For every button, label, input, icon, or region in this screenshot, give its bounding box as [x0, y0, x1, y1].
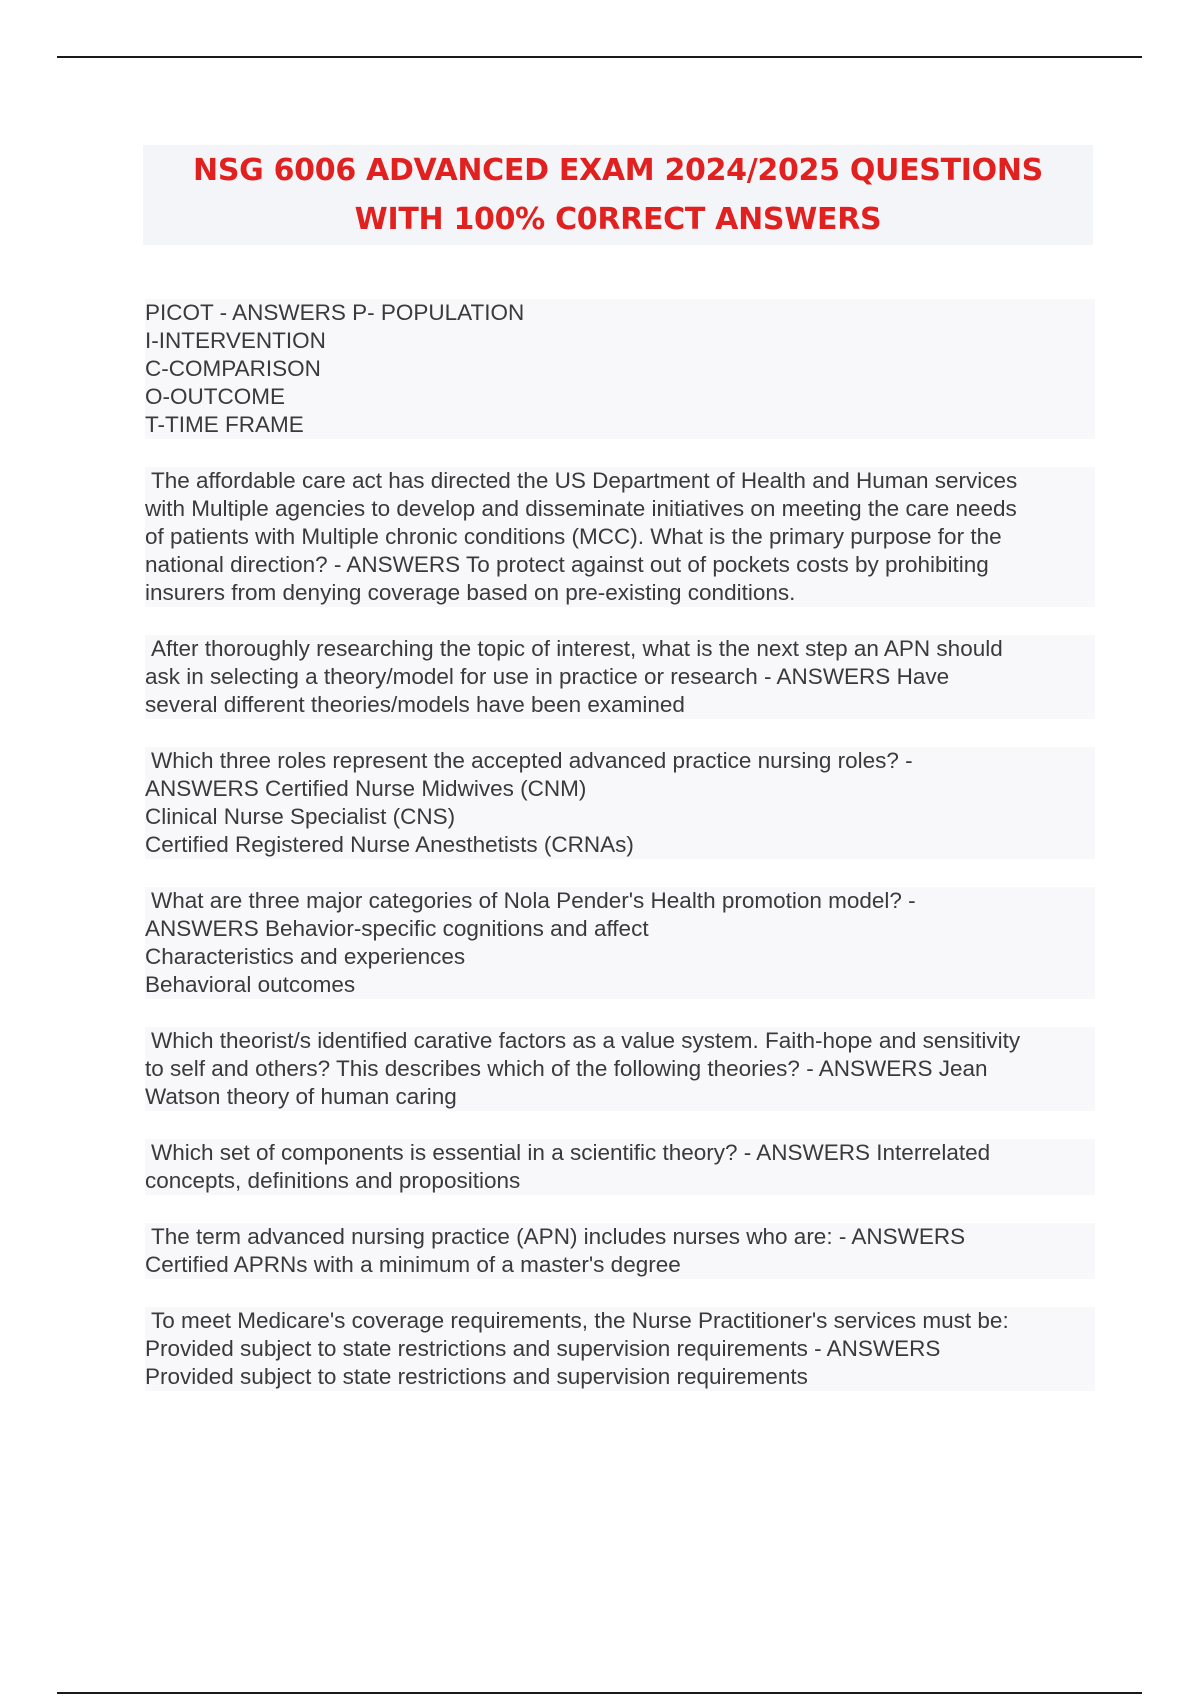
text-line: Provided subject to state restrictions and supervision requirements: [145, 1364, 808, 1389]
text-line: C-COMPARISON: [145, 356, 321, 381]
text-line: After thoroughly researching the topic of interest, what is the next step an APN should: [151, 636, 1003, 661]
qa-item-medicare-coverage: [145, 1307, 1095, 1391]
qa-item-affordable-care-act: [145, 467, 1095, 607]
footer-rule: [57, 1692, 1142, 1694]
qa-item-picot: [145, 299, 1095, 439]
text-line: Provided subject to state restrictions and supervision requirements - ANSWERS: [145, 1336, 941, 1361]
text-line: national direction? - ANSWERS To protect against out of pockets costs by prohibiting: [145, 552, 989, 577]
qa-item-theory-selection: [145, 635, 1095, 719]
text-line: PICOT - ANSWERS P- POPULATION: [145, 300, 525, 325]
text-line: insurers from denying coverage based on pre-existing conditions.: [145, 580, 796, 605]
text-line: I-INTERVENTION: [145, 328, 326, 353]
text-line: ANSWERS Behavior-specific cognitions and affect: [145, 916, 649, 941]
title-line-2: WITH 100% C0RRECT ANSWERS: [354, 202, 882, 237]
header-rule: [57, 56, 1142, 58]
qa-item-pender-model: [145, 887, 1095, 999]
qa-item-apn-definition: [145, 1223, 1095, 1279]
text-line: Which three roles represent the accepted advanced practice nursing roles? -: [151, 748, 913, 773]
text-line: The affordable care act has directed the US Department of Health and Human services: [151, 468, 1018, 493]
text-line: Watson theory of human caring: [145, 1084, 457, 1109]
document-title: [143, 145, 1093, 245]
text-line: What are three major categories of Nola Pender's Health promotion model? -: [151, 888, 916, 913]
text-line: T-TIME FRAME: [145, 412, 304, 437]
qa-item-scientific-theory: [145, 1139, 1095, 1195]
text-line: To meet Medicare's coverage requirements, the Nurse Practitioner's services must be:: [151, 1308, 1009, 1333]
text-line: Characteristics and experiences: [145, 944, 466, 969]
text-line: concepts, definitions and propositions: [145, 1168, 521, 1193]
text-line: ask in selecting a theory/model for use in practice or research - ANSWERS Have: [145, 664, 950, 689]
text-line: several different theories/models have been examined: [145, 692, 685, 717]
qa-item-carative-factors: [145, 1027, 1095, 1111]
text-line: O-OUTCOME: [145, 384, 285, 409]
text-line: The term advanced nursing practice (APN) includes nurses who are: - ANSWERS: [151, 1224, 966, 1249]
text-line: Clinical Nurse Specialist (CNS): [145, 804, 456, 829]
document-body: [145, 299, 1095, 1419]
text-line: Certified Registered Nurse Anesthetists (CRNAs): [145, 832, 634, 857]
text-line: ANSWERS Certified Nurse Midwives (CNM): [145, 776, 587, 801]
text-line: Which set of components is essential in a scientific theory? - ANSWERS Interrelated: [151, 1140, 991, 1165]
text-line: of patients with Multiple chronic conditions (MCC). What is the primary purpose for the: [145, 524, 1002, 549]
text-line: with Multiple agencies to develop and disseminate initiatives on meeting the care needs: [145, 496, 1017, 521]
qa-item-apn-roles: [145, 747, 1095, 859]
text-line: Behavioral outcomes: [145, 972, 356, 997]
text-line: to self and others? This describes which of the following theories? - ANSWERS Jean: [145, 1056, 988, 1081]
title-line-1: NSG 6006 ADVANCED EXAM 2024/2025 QUESTIONS: [193, 153, 1043, 188]
text-line: Which theorist/s identified carative factors as a value system. Faith-hope and sensitivity: [151, 1028, 1021, 1053]
text-line: Certified APRNs with a minimum of a master's degree: [145, 1252, 681, 1277]
